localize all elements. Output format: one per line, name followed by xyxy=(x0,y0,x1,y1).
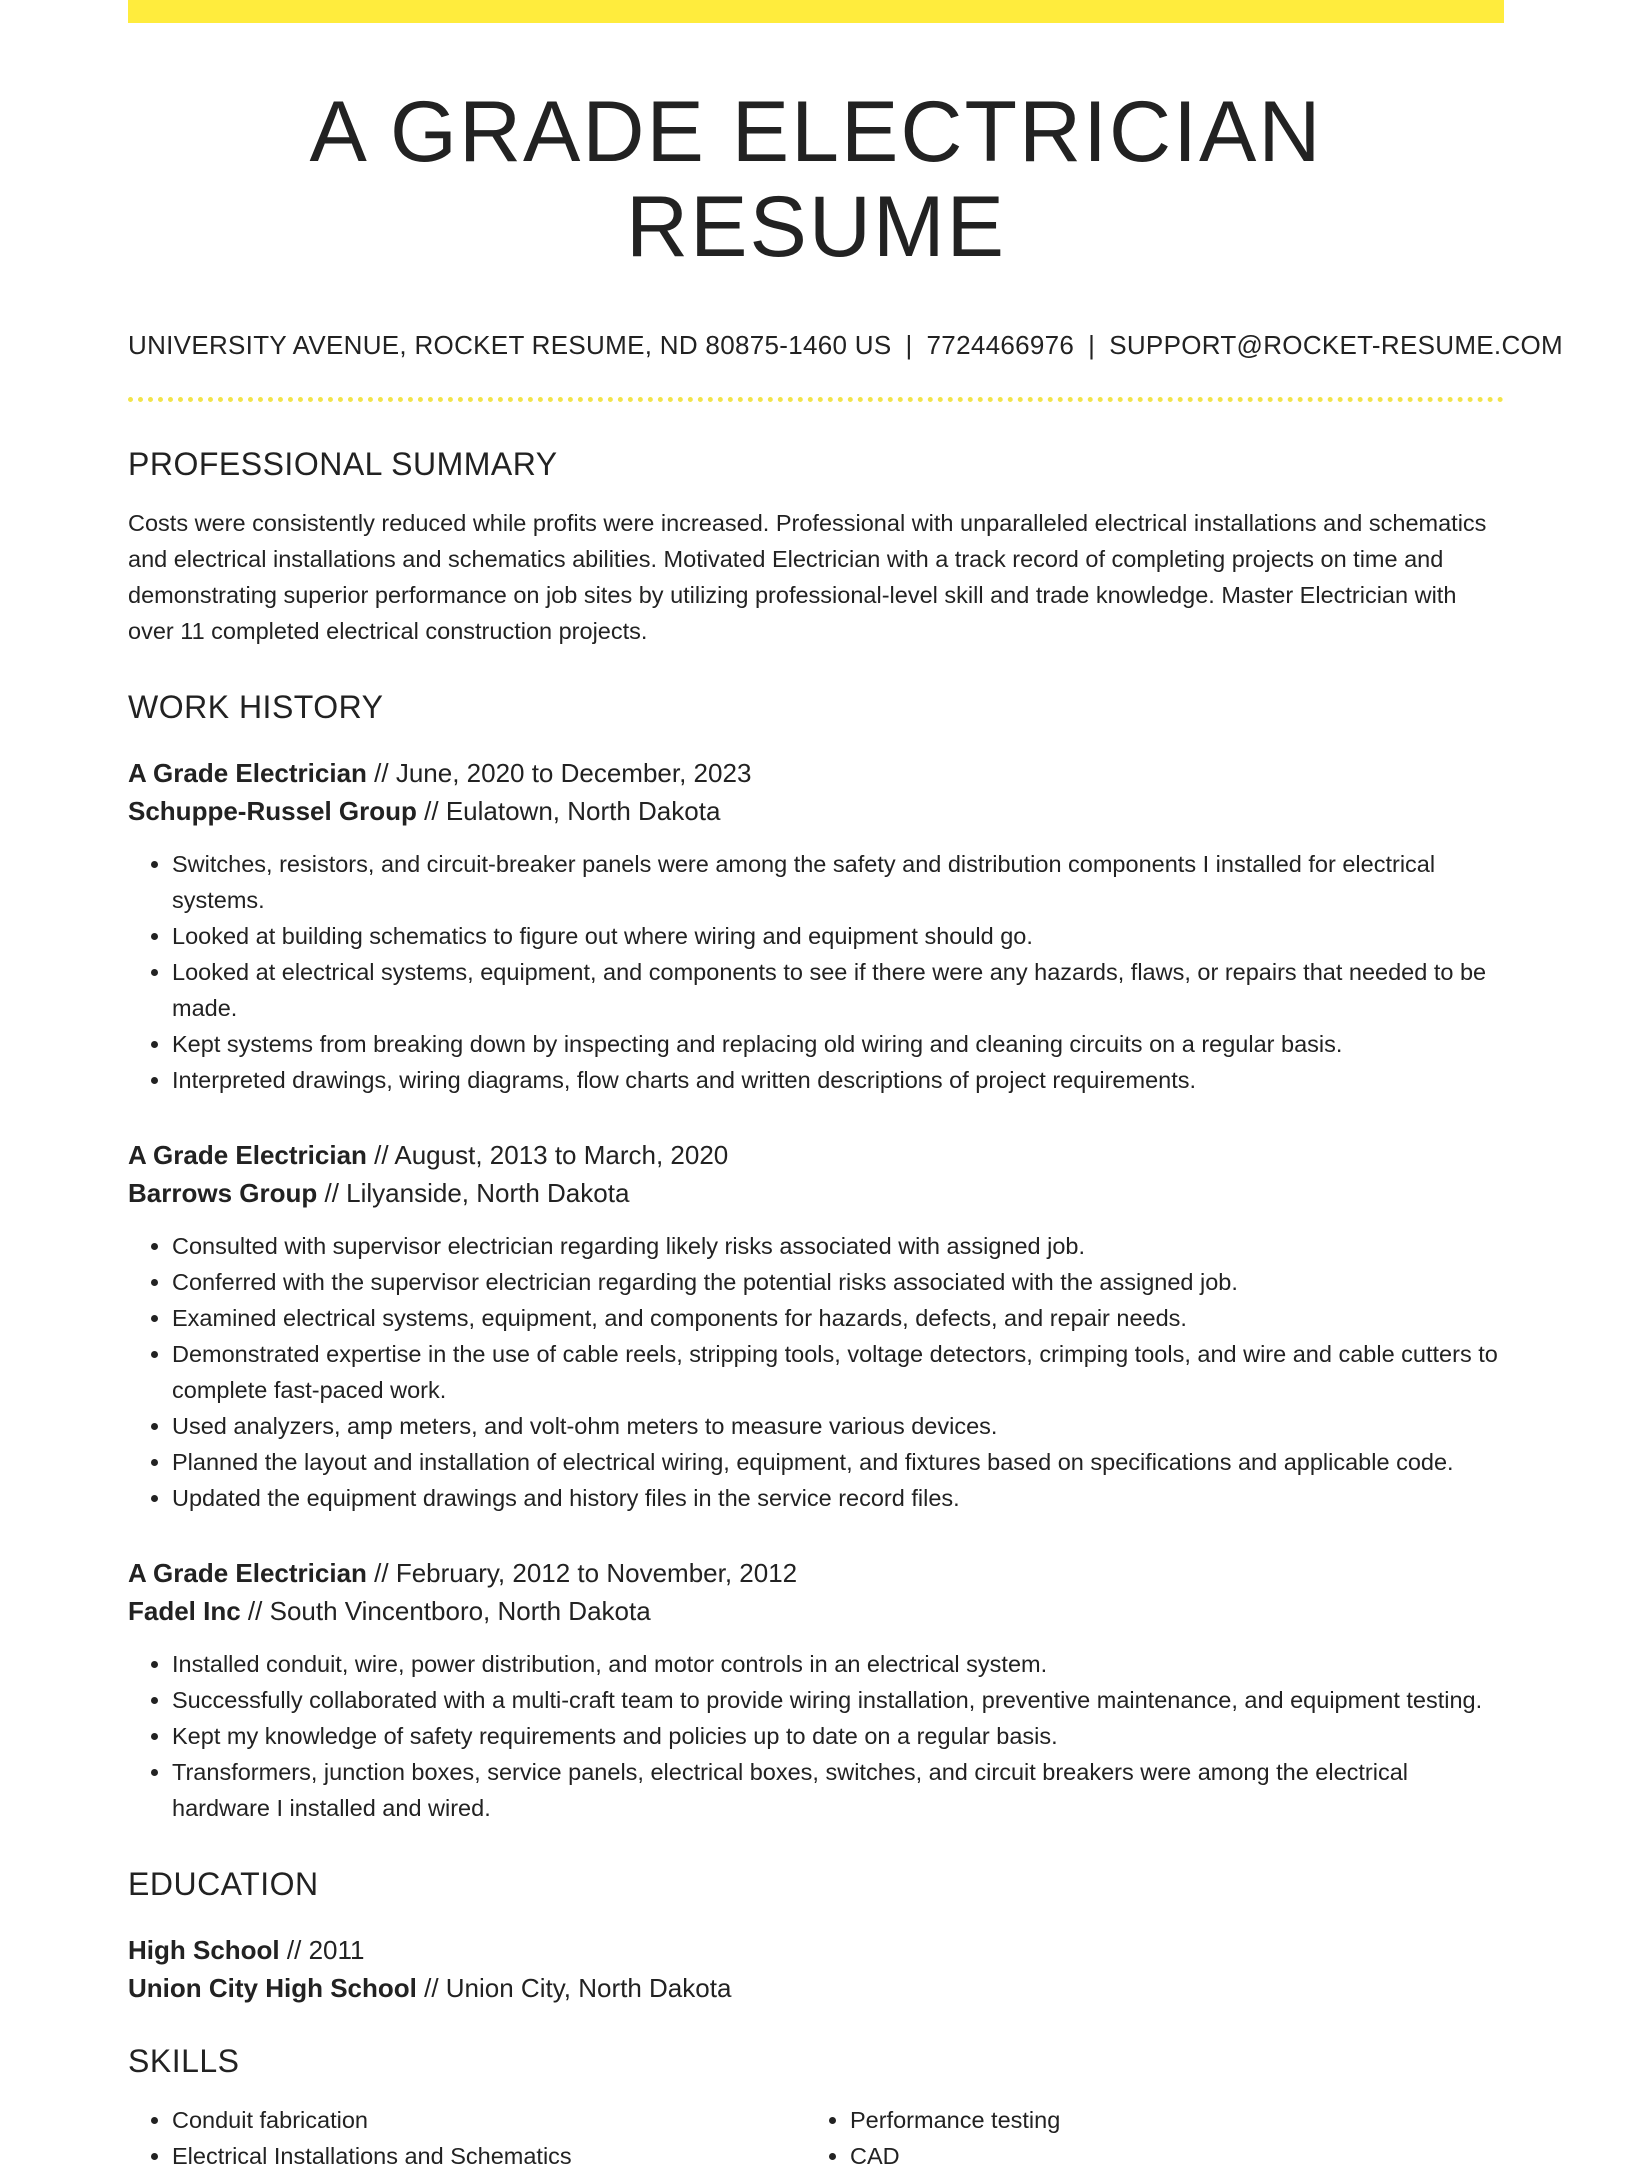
skill-item: • Conduit fabrication xyxy=(172,2102,806,2138)
job-duty: • Looked at electrical systems, equipment, and components to see if there were any hazards, flaws, or repairs that needed to be made. xyxy=(172,954,1504,1026)
job-company: Fadel Inc xyxy=(128,1596,241,1627)
contact-email: SUPPORT@ROCKET-RESUME.COM xyxy=(1109,330,1564,361)
job-role-line xyxy=(128,1136,1504,1174)
job-company-line xyxy=(128,1174,1504,1212)
contact-phone: 7724466976 xyxy=(926,330,1075,361)
job-location: // South Vincentboro, North Dakota xyxy=(240,1596,651,1627)
education-degree: High School xyxy=(128,1935,280,1966)
job-entry xyxy=(128,1136,1504,1516)
job-role: A Grade Electrician xyxy=(128,1140,367,1171)
skill-item: • Performance testing xyxy=(850,2102,1484,2138)
job-company-line xyxy=(128,1592,1504,1630)
resume-page xyxy=(128,0,1564,2174)
skill-item: • CAD xyxy=(850,2138,1484,2174)
job-duty: • Updated the equipment drawings and history files in the service record files. xyxy=(172,1480,1504,1516)
skills-columns xyxy=(128,2102,1504,2174)
contact-line xyxy=(128,330,1564,361)
work-history-heading: WORK HISTORY xyxy=(128,689,384,726)
job-role: A Grade Electrician xyxy=(128,758,367,789)
job-location: // Lilyanside, North Dakota xyxy=(317,1178,630,1209)
job-duty: • Successfully collaborated with a multi-craft team to provide wiring installation, preventive maintenance, and equipment testing. xyxy=(172,1682,1504,1718)
job-duty: • Examined electrical systems, equipment, and components for hazards, defects, and repair needs. xyxy=(172,1300,1504,1336)
job-duty: • Looked at building schematics to figure out where wiring and equipment should go. xyxy=(172,918,1504,954)
job-dates: // February, 2012 to November, 2012 xyxy=(366,1558,798,1589)
job-company: Barrows Group xyxy=(128,1178,318,1209)
job-entry xyxy=(128,1554,1504,1826)
contact-address: UNIVERSITY AVENUE, ROCKET RESUME, ND 80875-1460 US xyxy=(128,330,892,361)
job-entry xyxy=(128,754,1504,1098)
job-duties-list xyxy=(128,1646,1504,1826)
job-duty: • Used analyzers, amp meters, and volt-ohm meters to measure various devices. xyxy=(172,1408,1504,1444)
job-duties-list xyxy=(128,846,1504,1098)
job-role-line xyxy=(128,754,1504,792)
job-duty: • Consulted with supervisor electrician regarding likely risks associated with assigned job. xyxy=(172,1228,1504,1264)
job-company: Schuppe-Russel Group xyxy=(128,796,417,827)
skill-item: • Electrical Installations and Schematics xyxy=(172,2138,806,2174)
education-degree-line xyxy=(128,1931,1504,1969)
skills-heading: SKILLS xyxy=(128,2043,240,2080)
education-heading: EDUCATION xyxy=(128,1866,319,1903)
job-dates: // June, 2020 to December, 2023 xyxy=(366,758,752,789)
job-duty: • Planned the layout and installation of electrical wiring, equipment, and fixtures based on specifications and applicable code. xyxy=(172,1444,1504,1480)
contact-separator: | xyxy=(1088,330,1096,361)
job-duty: • Transformers, junction boxes, service panels, electrical boxes, switches, and circuit breakers were among the electrical hardware I installed and wired. xyxy=(172,1754,1504,1826)
education-entry xyxy=(128,1931,1504,2007)
job-duty: • Conferred with the supervisor electrician regarding the potential risks associated with the assigned job. xyxy=(172,1264,1504,1300)
education-school-line xyxy=(128,1969,1504,2007)
skills-list-left xyxy=(128,2102,806,2174)
job-company-line xyxy=(128,792,1504,830)
resume-title: A GRADE ELECTRICIAN RESUME xyxy=(309,84,1323,275)
job-duty: • Switches, resistors, and circuit-breaker panels were among the safety and distribution components I installed for electrical systems. xyxy=(172,846,1504,918)
accent-bar xyxy=(128,0,1504,23)
job-duty: • Kept systems from breaking down by inspecting and replacing old wiring and cleaning circuits on a regular basis. xyxy=(172,1026,1504,1062)
skills-list-right xyxy=(806,2102,1484,2174)
job-location: // Eulatown, North Dakota xyxy=(416,796,721,827)
job-dates: // August, 2013 to March, 2020 xyxy=(366,1140,729,1171)
job-role-line xyxy=(128,1554,1504,1592)
job-duties-list xyxy=(128,1228,1504,1516)
job-role: A Grade Electrician xyxy=(128,1558,367,1589)
dotted-divider xyxy=(128,397,1504,402)
education-location: // Union City, North Dakota xyxy=(416,1973,732,2004)
contact-separator: | xyxy=(905,330,913,361)
summary-text: Costs were consistently reduced while profits were increased. Professional with unparalleled electrical installations and schematics and electrical installations and schematics abilities. Motivated Electrician with a track record of completing projects on time and demonstrating superior performance on job sites by utilizing professional-level skill and trade knowledge. Master Electrician with over 11 completed electrical construction projects. xyxy=(128,510,1487,645)
summary-heading: PROFESSIONAL SUMMARY xyxy=(128,446,558,483)
job-duty: • Installed conduit, wire, power distribution, and motor controls in an electrical system. xyxy=(172,1646,1504,1682)
job-duty: • Interpreted drawings, wiring diagrams, flow charts and written descriptions of project requirements. xyxy=(172,1062,1504,1098)
job-duty: • Demonstrated expertise in the use of cable reels, stripping tools, voltage detectors, crimping tools, and wire and cable cutters to complete fast-paced work. xyxy=(172,1336,1504,1408)
education-year: // 2011 xyxy=(279,1935,365,1966)
job-duty: • Kept my knowledge of safety requirements and policies up to date on a regular basis. xyxy=(172,1718,1504,1754)
education-school: Union City High School xyxy=(128,1973,417,2004)
